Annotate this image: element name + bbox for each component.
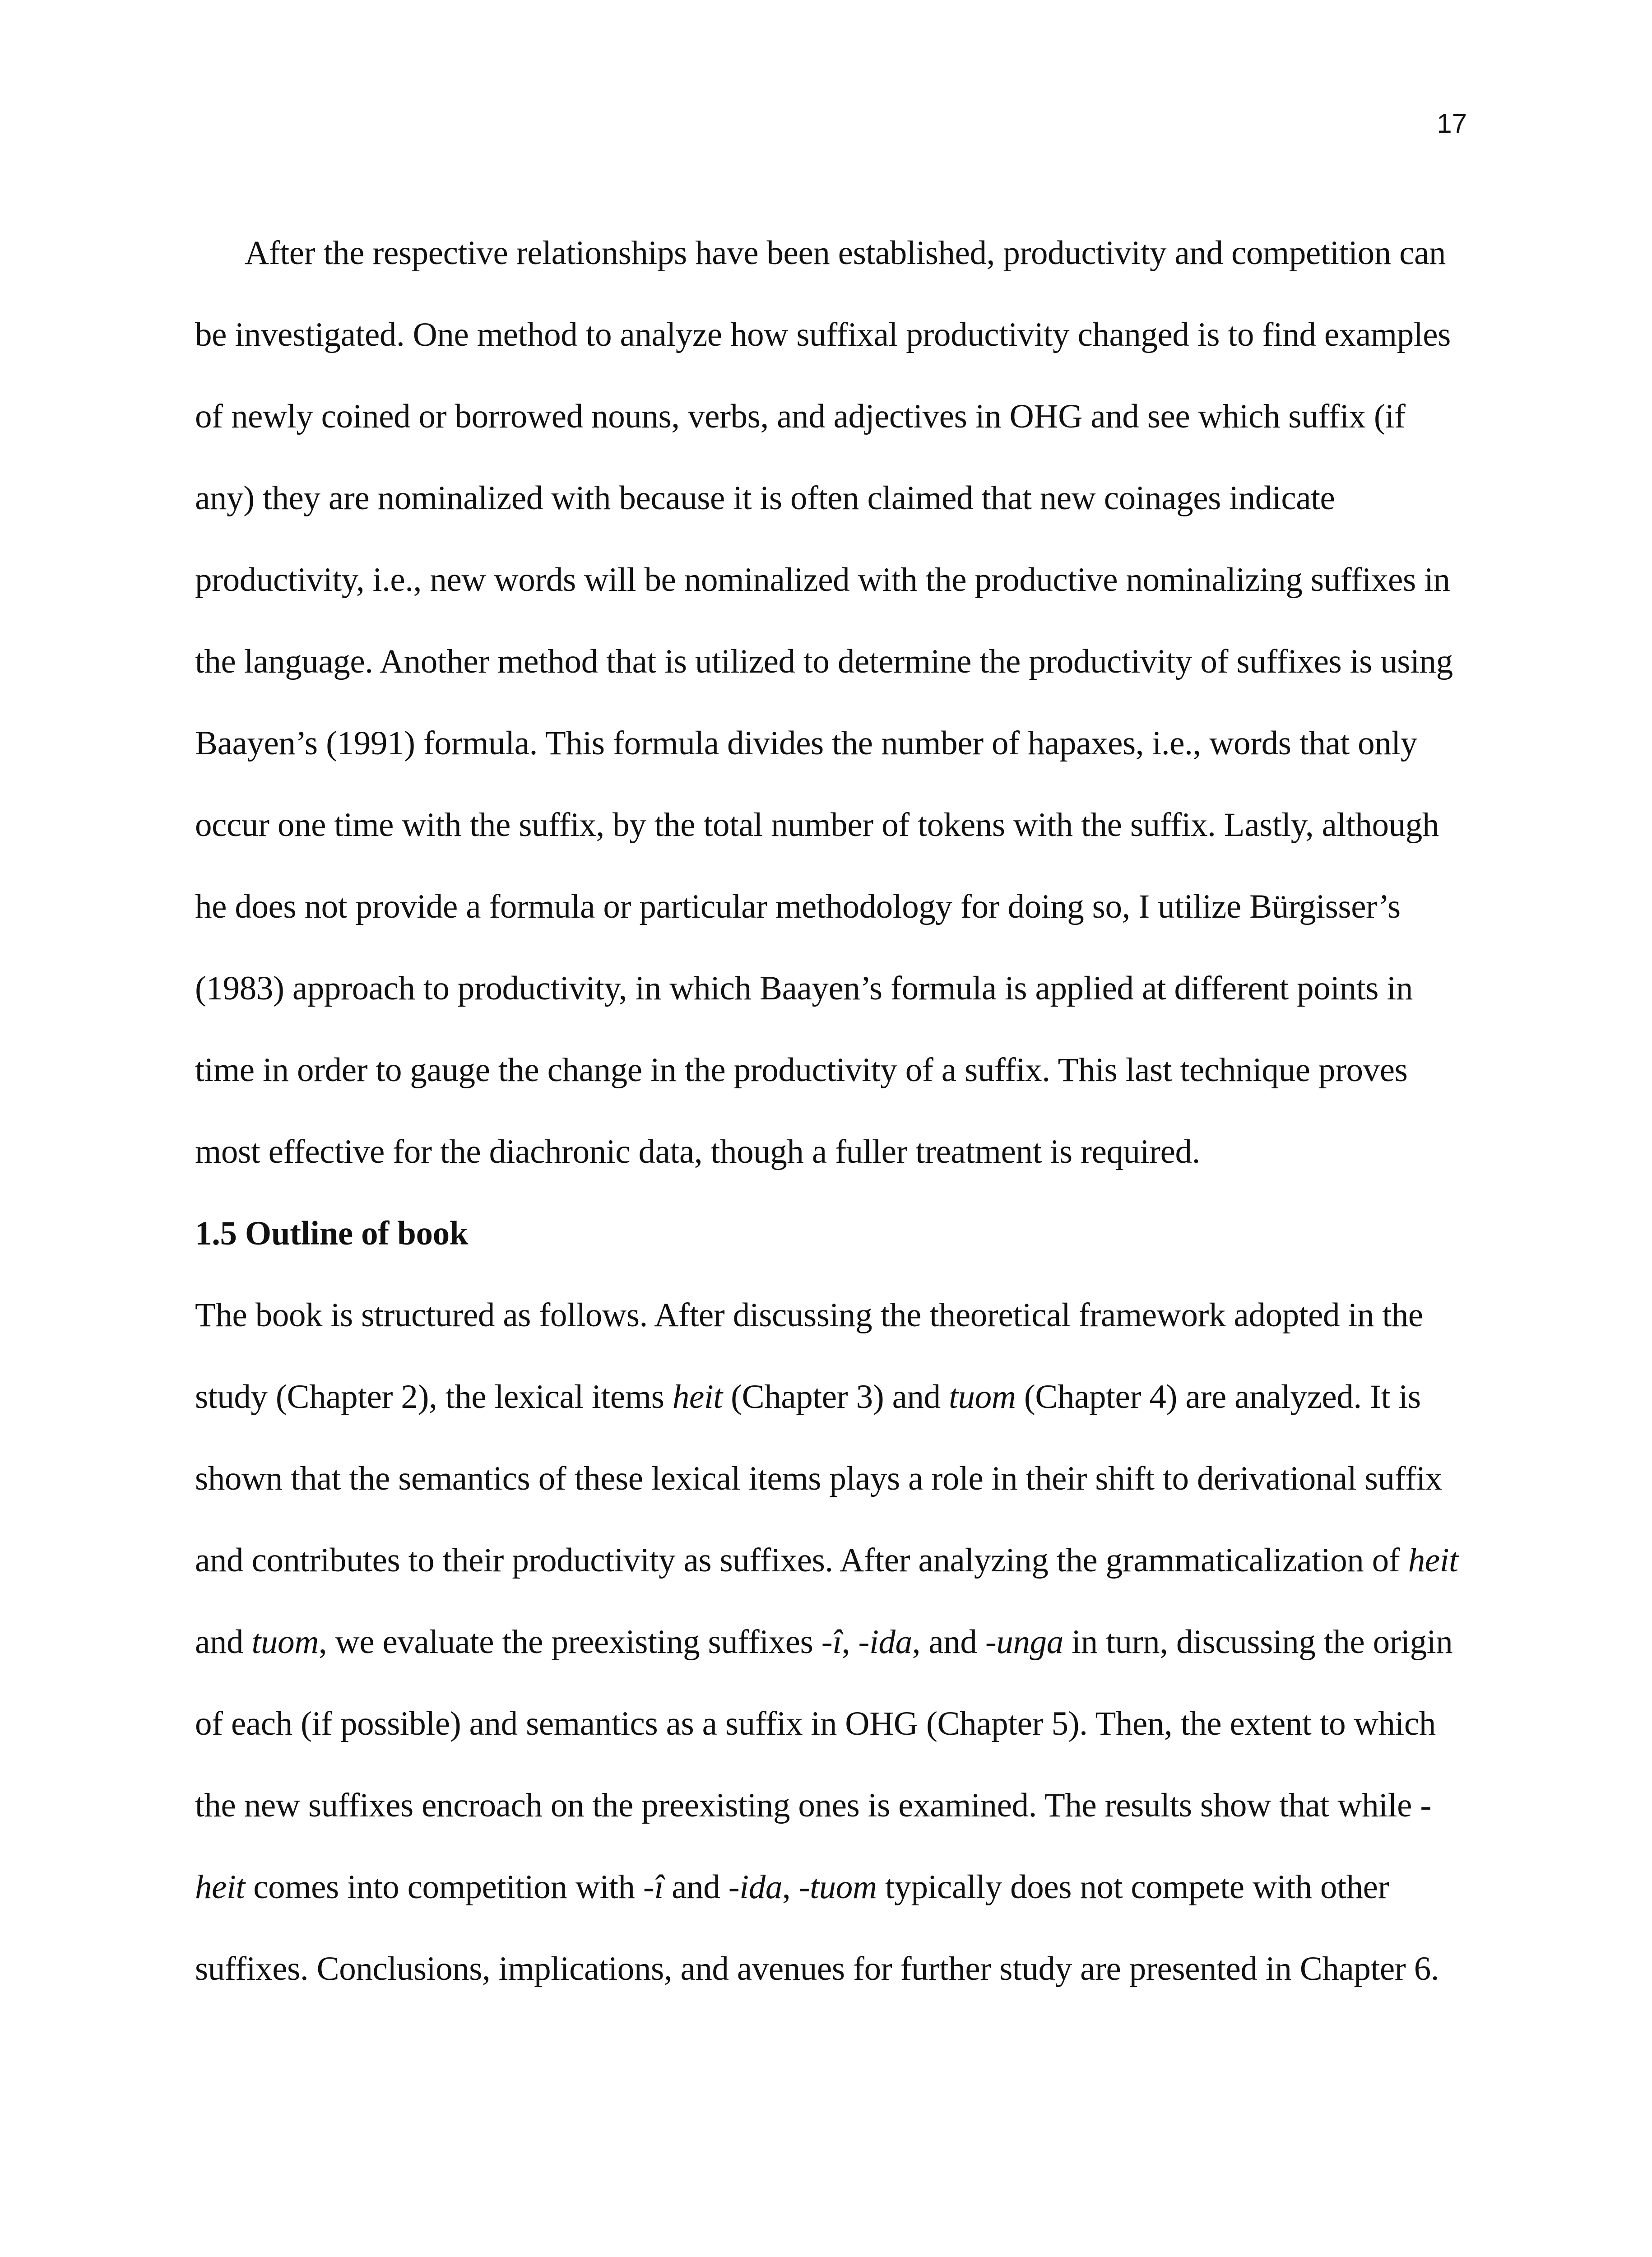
text-span: and <box>195 1623 252 1661</box>
italic-term: î <box>654 1868 664 1906</box>
page-number: 17 <box>1437 108 1467 139</box>
page-body <box>195 212 1472 2010</box>
italic-term: tuom <box>810 1868 877 1906</box>
italic-term: unga <box>996 1623 1063 1661</box>
italic-term: heit <box>672 1378 723 1416</box>
paragraph-book-outline <box>195 1274 1472 2010</box>
text-span: The book is structured as follows. After discussing the theoretical framework adopted in the study (Chapter 2), the lexical items <box>195 1296 1423 1416</box>
text-span: in turn, discussing the origin of each (if possible) and semantics as a suffix in OHG (Chapter 5). Then, the extent to which the new suffixes encroach on the preexisting ones is examined. The results show that while - <box>195 1623 1453 1824</box>
text-span: , - <box>841 1623 870 1661</box>
text-span: , - <box>782 1868 810 1906</box>
italic-term: ida <box>869 1623 912 1661</box>
italic-term: heit <box>195 1868 245 1906</box>
italic-term: tuom <box>949 1378 1016 1416</box>
italic-term: î <box>832 1623 842 1661</box>
italic-term: heit <box>1408 1542 1458 1579</box>
text-span: (Chapter 3) and <box>722 1378 949 1416</box>
paragraph-productivity-methods: After the respective relationships have been established, productivity and competition can be investigated. One method to analyze how suffixal productivity changed is to find examples of newly coined or borrowed nouns, verbs, and adjectives in OHG and see which suffix (if any) they are nominalized with because it is often claimed that new coinages indicate productivity, i.e., new words will be nominalized with the productive nominalizing suffixes in the language. Another method that is utilized to determine the productivity of suffixes is using Baayen’s (1991) formula. This formula divides the number of hapaxes, i.e., words that only occur one time with the suffix, by the total number of tokens with the suffix. Lastly, although he does not provide a formula or particular methodology for doing so, I utilize Bürgisser’s (1983) approach to productivity, in which Baayen’s formula is applied at different points in time in order to gauge the change in the productivity of a suffix. This last technique proves most effective for the diachronic data, though a fuller treatment is required. <box>195 234 1453 1170</box>
text-span: comes into competition with - <box>245 1868 654 1906</box>
text-span: (Chapter 4) are analyzed. It is shown that the semantics of these lexical items plays a role in their shift to derivational suffix and contributes to their productivity as suffixes. After analyzing the grammaticalization of <box>195 1378 1442 1579</box>
text-span: and - <box>663 1868 740 1906</box>
text-span: , and - <box>912 1623 997 1661</box>
italic-term: tuom <box>251 1623 319 1661</box>
section-heading: 1.5 Outline of book <box>195 1215 468 1252</box>
italic-term: ida <box>739 1868 782 1906</box>
text-span: , we evaluate the preexisting suffixes - <box>318 1623 833 1661</box>
text-span: typically does not compete with other suffixes. Conclusions, implications, and avenues for further study are presented in Chapter 6. <box>195 1868 1439 1988</box>
